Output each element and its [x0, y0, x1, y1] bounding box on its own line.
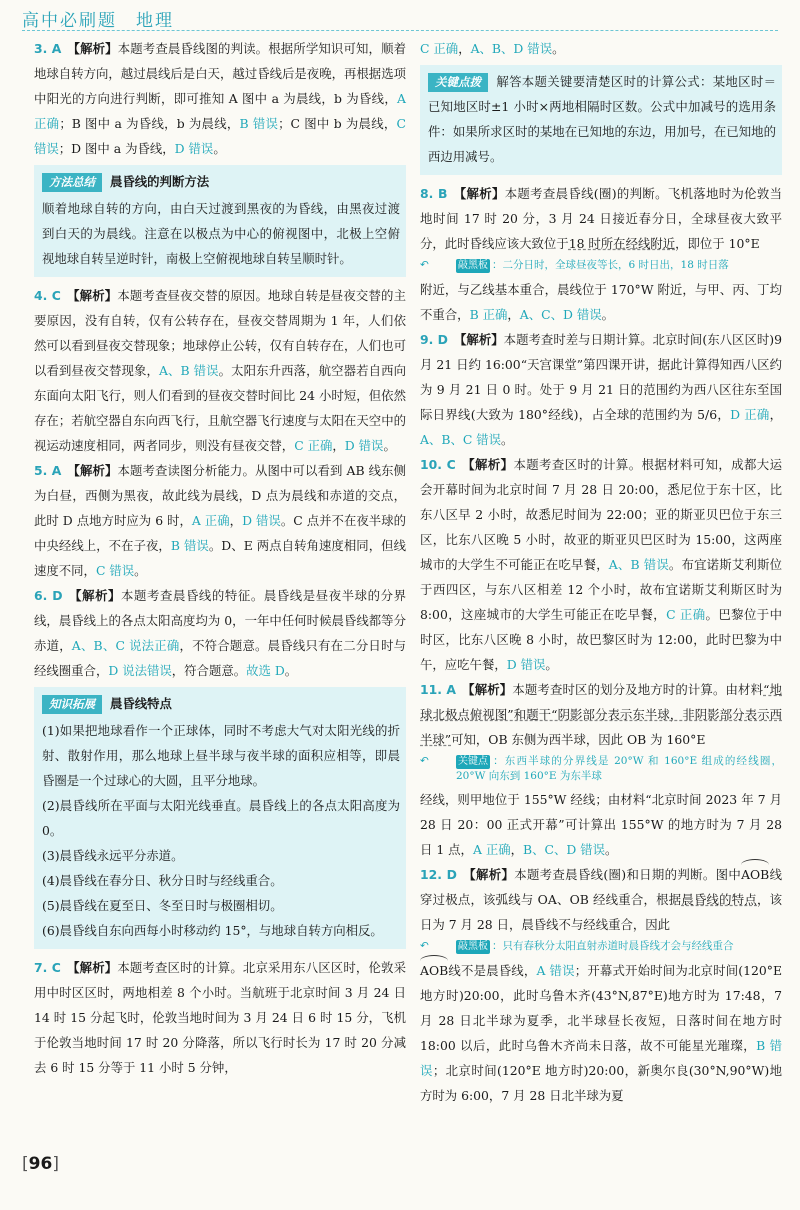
- answer-number: 8. B: [420, 186, 448, 201]
- key-point-box: [420, 65, 782, 175]
- analysis-tag: 【解析】: [453, 332, 504, 347]
- answer-number: 4. C: [34, 288, 61, 303]
- answer-8-cont: 附近，与乙线基本重合，晨线位于 170°W 附近，与甲、丙、丁均不重合，B 正确，A、C、D 错误。: [420, 282, 782, 322]
- analysis-tag: 【解析】: [453, 186, 505, 201]
- answer-number: 5. A: [34, 463, 62, 478]
- note-arrow-icon: ↶: [420, 755, 429, 767]
- knowledge-extension-box: [34, 687, 406, 949]
- box-text: 解答本题关键要清楚区时的计算公式：某地区时＝已知地区时±1 小时×两地相隔时区数。公式中加减号的选用条件：如果所求区时的某地在已知地的东边，用加号，在已知地的西边用减号。: [428, 74, 776, 164]
- answer-number: 9. D: [420, 332, 448, 347]
- box-text: 顺着地球自转的方向，由白天过渡到黑夜的为昏线，由黑夜过渡到白天的为晨线。注意在以极点为中心的俯视图中，北极上空俯视地球自转呈逆时针，南极上空俯视地球自转呈顺时针。: [42, 201, 400, 266]
- side-note: ↶ 敲黑板 ：只有春秋分太阳直射赤道时晨昏线才会与经线重合: [420, 940, 734, 952]
- analysis-tag: 【解析】: [462, 867, 515, 882]
- analysis-tag: 【解析】: [68, 588, 122, 603]
- page-header: [0, 0, 800, 36]
- analysis-tag: 【解析】: [462, 682, 513, 697]
- answer-number: 11. A: [420, 682, 457, 697]
- answer-12-cont: AOB线不是晨昏线，A 错误；开幕式开始时间为北京时间(120°E 地方时)20:00，此时乌鲁木齐(43°N,87°E)地方时为 17:48，7 月 28 日北半球为夏季，北半球昼长夜短，日落时间在地方时 18:00 以后，此时乌鲁木齐尚未日落，故不可能星光璀璨，B 错误；北京时间(120°E 地方时)20:00，新奥尔良(30°N,90°W)地方时为 6:00，7 月 28 日北半球为夏: [420, 958, 782, 1108]
- answer-7-continued: C 正确，A、B、D 错误。: [420, 41, 565, 56]
- header-title: 高中必刷题 地理: [22, 11, 174, 31]
- box-item: (5)晨昏线在夏至日、冬至日时与极圈相切。: [42, 898, 283, 913]
- arc-label: AOB: [741, 862, 769, 887]
- answer-number: 7. C: [34, 960, 61, 975]
- box-item: (6)晨昏线自东向西每小时移动约 15°，与地球自转方向相反。: [42, 923, 383, 938]
- answer-9: 9. D 【解析】本题考查时差与日期计算。北京时间(东八区区时)9 月 21 日约 16:00“天宫课堂”第四课开讲，据此计算得知西八区约为 9 月 21 日 0 时。处于 9 月 21 日的范围约为西八区往东至国际日界线(大致为 180°经线)，占全球的范围约为 5/6，D 正确，A、B、C 错误。: [420, 332, 783, 447]
- box-title: 晨昏线特点: [110, 696, 172, 711]
- box-badge: 关键点拨: [428, 73, 488, 92]
- analysis-tag: 【解析】: [67, 41, 118, 56]
- side-note: ↶ 关键点 ：东西半球的分界线是 20°W 和 160°E 组成的经线圈，20°W 向东到 160°E 为东半球: [420, 755, 782, 782]
- answer-5: 5. A 【解析】本题考查读图分析能力。从图中可以看到 AB 线东侧为白昼，西侧为黑夜，故此线为晨线，D 点为晨线和赤道的交点，此时 D 点地方时应为 6 时，A 正确，D 错误。C 点并不在夜半球的中央经线上，不在子夜，B 错误。D、E 两点自转角速度相同，但线速度不同，C 错误。: [34, 463, 407, 578]
- answer-number: 3. A: [34, 41, 62, 56]
- note-arrow-icon: ↶: [420, 940, 429, 952]
- box-badge: 知识拓展: [42, 695, 102, 714]
- answer-4: 4. C 【解析】本题考查昼夜交替的原因。地球自转是昼夜交替的主要原因，没有自转，仅有公转存在，昼夜交替周期为 1 年，人们依然可以看到昼夜交替现象；地球停止公转，仅有自转存在，人们也可以看到昼夜交替现象，A、B 错误。太阳东升西落，航空器若自西向东面向太阳飞行，则人们看到的昼夜交替时间比 24 小时短，但依然存在；若航空器自东向西飞行，且航空器飞行速度与太阳在天空中的视运动速度相同，两者同步，则没有昼夜交替，C 正确，D 错误。: [34, 288, 407, 453]
- analysis-tag: 【解析】: [67, 463, 118, 478]
- arc-label: AOB: [420, 958, 448, 983]
- answer-11-cont: 经线，则甲地位于 155°W 经线；由材料“北京时间 2023 年 7 月 28 日 20：00 正式开幕”可计算出 155°W 的地方时为 7 月 28 日 1 点，A 正确，B、C、D 错误。: [420, 792, 782, 857]
- answer-6: 6. D 【解析】本题考查晨昏线的特征。晨昏线是昼夜半球的分界线，晨昏线上的各点太阳高度均为 0，一年中任何时候晨昏线都等分赤道，A、B、C 说法正确，不符合题意。晨昏线只有在二分日时与经线圈重合，D 说法错误，符合题意。故选 D。: [34, 588, 407, 678]
- answer-number: 10. C: [420, 457, 456, 472]
- left-column: [34, 36, 406, 1080]
- box-item: (3)晨昏线永远平分赤道。: [42, 848, 184, 863]
- box-item: (2)晨昏线所在平面与太阳光线垂直。晨昏线上的各点太阳高度为 0。: [42, 798, 400, 838]
- analysis-tag: 【解析】: [66, 288, 118, 303]
- analysis-tag: 【解析】: [66, 960, 118, 975]
- page-number: [96]: [22, 1154, 59, 1174]
- side-note: ↶ 敲黑板 ：二分日时，全球昼夜等长，6 时日出，18 时日落: [420, 259, 729, 271]
- answer-10: 10. C 【解析】本题考查区时的计算。根据材料可知，成都大运会开幕时间为北京时间 7 月 28 日 20:00，悉尼位于东十区，比东八区早 2 小时，故悉尼时间为 22:00；亚的斯亚贝巴位于东三区，比东八区晚 5 小时，故亚的斯亚贝巴区时为 15:00，这两座城市的大学生不可能正在吃早餐，A、B 错误。布宜诺斯艾利斯位于西四区，与东八区相差 12 个小时，故布宜诺斯艾利斯区时为 8:00，这座城市的大学生可能正在吃早餐，C 正确。巴黎位于中时区，比东八区晚 8 小时，故巴黎区时为 12:00，此时巴黎为中午，应吃午餐，D 错误。: [420, 457, 783, 672]
- right-column: [420, 36, 782, 1108]
- method-summary-box: [34, 165, 406, 277]
- box-item: (4)晨昏线在春分日、秋分日时与经线重合。: [42, 873, 283, 888]
- analysis-tag: 【解析】: [461, 457, 514, 472]
- answer-11: 11. A 【解析】本题考查时区的划分及地方时的计算。由材料“地球北极点俯视图”和题干“阴影部分表示东半球，非阴影部分表示西半球”可知，OB 东侧为西半球，因此 OB 为 160°E: [420, 682, 783, 747]
- answer-3: 3. A 【解析】本题考查晨昏线图的判读。根据所学知识可知，顺着地球自转方向，越过晨线后是白天，越过昏线后是夜晚，再根据选项中阳光的方向进行判断，即可推知 A 图中 a 为晨线，b 为昏线，A 正确；B 图中 a 为昏线，b 为晨线，B 错误；C 图中 b 为晨线，C 错误；D 图中 a 为昏线，D 错误。: [34, 41, 407, 156]
- box-badge: 方法总结: [42, 173, 102, 192]
- answer-number: 12. D: [420, 867, 457, 882]
- header-divider: [22, 30, 778, 31]
- answer-7: 7. C 【解析】本题考查区时的计算。北京采用东八区区时，伦敦采用中时区区时，两地相差 8 个小时。当航班于北京时间 3 月 24 日 14 时 15 分起飞时，伦敦当地时间为 3 月 24 日 6 时 15 分，飞机于伦敦当地时间 17 时 20 分降落，所以飞行时长为 17 时 20 分减去 6 时 15 分等于 11 小时 5 分钟，: [34, 960, 406, 1075]
- note-arrow-icon: ↶: [420, 259, 429, 271]
- answer-12: 12. D 【解析】本题考查晨昏线(圈)和日期的判断。图中AOB线穿过极点，该弧线与 OA、OB 经线重合，根据晨昏线的特点，该日为 7 月 28 日，晨昏线不与经线重合，因此: [420, 862, 782, 937]
- answer-number: 6. D: [34, 588, 63, 603]
- box-item: (1)如果把地球看作一个正球体，同时不考虑大气对太阳光线的折射、散射作用，那么地球上昼半球与夜半球的面积应相等，即晨昏圈是一个过球心的大圆，且平分地球。: [42, 723, 400, 788]
- box-title: 晨昏线的判断方法: [110, 174, 210, 189]
- answer-8: 8. B 【解析】本题考查晨昏线(圈)的判断。飞机落地时为伦敦当地时间 17 时 20 分，3 月 24 日接近春分日，全球昼夜大致平分，此时昏线应该大致位于18 时所在经线附近，即位于 10°E: [420, 186, 783, 251]
